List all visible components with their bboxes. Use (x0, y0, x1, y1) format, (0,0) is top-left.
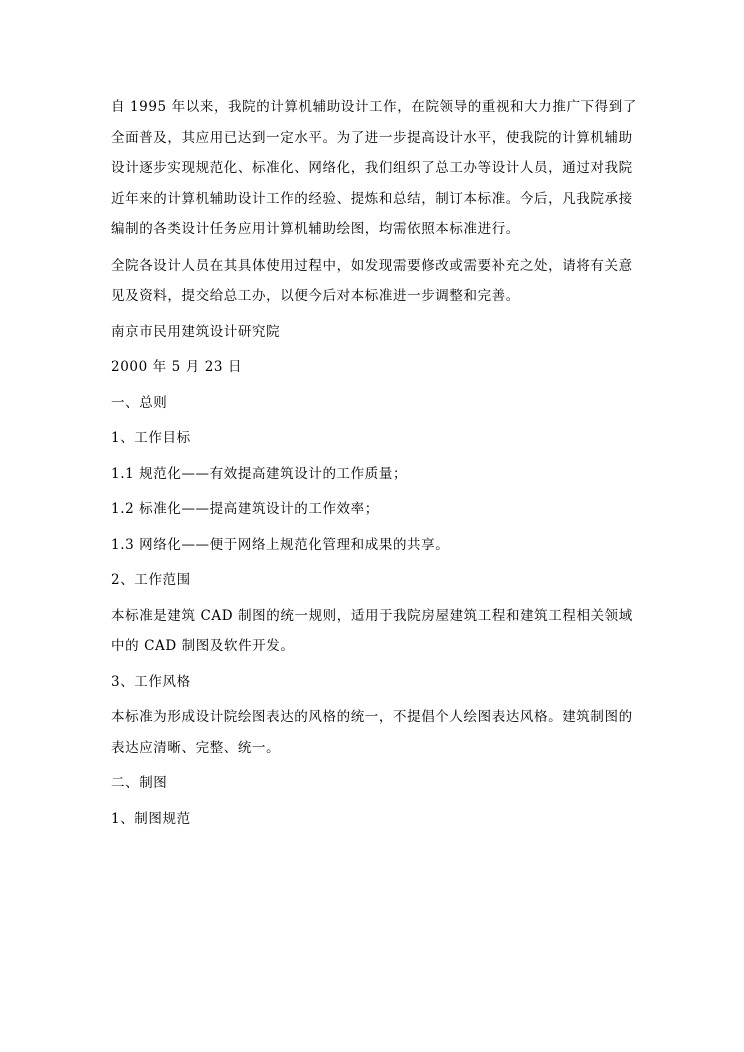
section-heading-drafting: 二、制图 (111, 775, 168, 791)
document-body (111, 92, 641, 834)
feedback-paragraph: 全院各设计人员在其具体使用过程中，如发现需要修改或需要补充之处，请将有关意见及资料，提交给总工办，以便今后对本标准进一步调整和完善。 (111, 257, 633, 304)
subsection-heading-goals: 1、工作目标 (111, 430, 191, 446)
subsection-heading-scope: 2、工作范围 (111, 572, 191, 588)
goal-item: 1.3 网络化——便于网络上规范化管理和成果的共享。 (111, 536, 450, 553)
intro-paragraph: 自 1995 年以来，我院的计算机辅助设计工作，在院领导的重视和大力推广下得到了全面普及，其应用已达到一定水平。为了进一步提高设计水平，使我院的计算机辅助设计逐步实现规范化、标准化、网络化，我们组织了总工办等设计人员，通过对我院近年来的计算机辅助设计工作的经验、提炼和总结，制订本标准。今后，凡我院承接编制的各类设计任务应用计算机辅助绘图，均需依照本标准进行。 (111, 99, 637, 237)
goal-item: 1.2 标准化——提高建筑设计的工作效率； (111, 501, 379, 517)
subsection-heading-style: 3、工作风格 (111, 673, 191, 690)
goal-item: 1.1 规范化——有效提高建筑设计的工作质量； (111, 465, 408, 482)
document-date: 2000 年 5 月 23 日 (111, 359, 243, 375)
section-heading-general: 一、总则 (111, 394, 168, 411)
scope-paragraph: 本标准是建筑 CAD 制图的统一规则，适用于我院房屋建筑工程和建筑工程相关领域中的 CAD 制图及软件开发。 (111, 607, 633, 654)
organization-name: 南京市民用建筑设计研究院 (111, 323, 281, 340)
subsection-heading-drafting-rules: 1、制图规范 (111, 810, 191, 827)
style-paragraph: 本标准为形成设计院绘图表达的风格的统一，不提倡个人绘图表达风格。建筑制图的表达应清晰、完整、统一。 (111, 709, 633, 756)
